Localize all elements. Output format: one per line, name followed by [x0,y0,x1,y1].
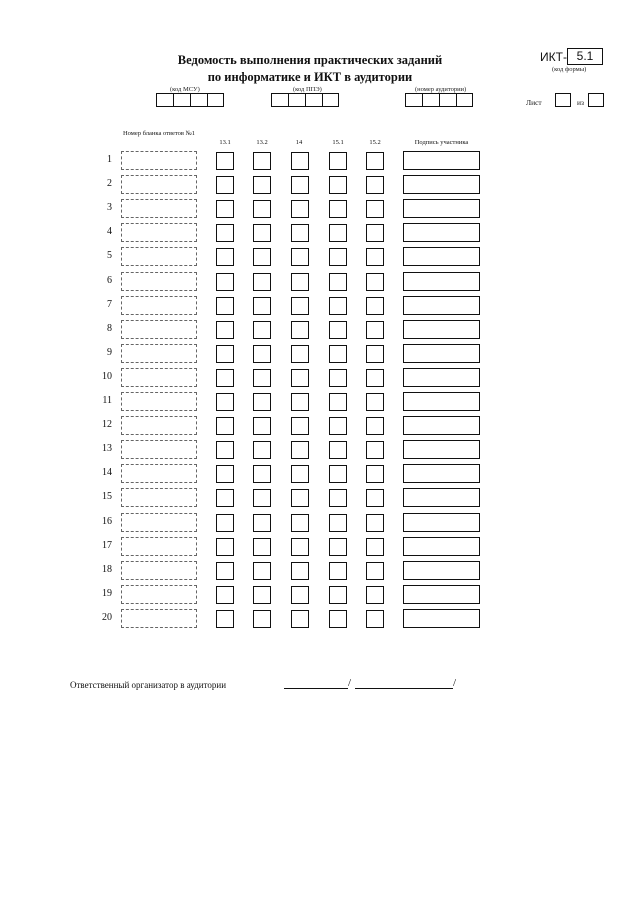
task-mark-box[interactable] [291,345,309,363]
task-mark-box[interactable] [329,248,347,266]
blank-number-field[interactable] [121,296,197,315]
row-number: 19 [102,587,112,599]
task-mark-box[interactable] [291,297,309,315]
task-mark-box[interactable] [216,514,234,532]
room-number-label: (номер аудитории) [415,86,467,93]
task-mark-box[interactable] [366,176,384,194]
code-cell[interactable] [190,93,207,107]
blank-number-field[interactable] [121,151,197,170]
row-number: 15 [102,491,112,503]
participant-signature-field[interactable] [403,272,480,291]
row-number: 7 [107,298,112,310]
task-mark-box[interactable] [329,224,347,242]
blank-number-field[interactable] [121,585,197,604]
row-number: 10 [102,370,112,382]
table-row [0,391,640,413]
participant-signature-field[interactable] [403,199,480,218]
task-mark-box[interactable] [329,465,347,483]
blank-number-field[interactable] [121,223,197,242]
task-mark-box[interactable] [253,200,271,218]
task-mark-box[interactable] [216,321,234,339]
column-header-task-15-1: 15.1 [332,139,344,146]
table-row [0,512,640,534]
blank-number-field[interactable] [121,392,197,411]
blank-number-field[interactable] [121,561,197,580]
task-mark-box[interactable] [253,514,271,532]
participant-signature-field[interactable] [403,175,480,194]
task-mark-box[interactable] [291,224,309,242]
task-mark-box[interactable] [366,610,384,628]
row-number: 17 [102,539,112,551]
ppe-code-field[interactable] [271,93,339,107]
table-row [0,246,640,268]
task-mark-box[interactable] [216,152,234,170]
task-mark-box[interactable] [329,369,347,387]
task-mark-box[interactable] [329,417,347,435]
task-mark-box[interactable] [291,200,309,218]
task-mark-box[interactable] [291,465,309,483]
task-mark-box[interactable] [253,489,271,507]
task-mark-box[interactable] [329,514,347,532]
task-mark-box[interactable] [216,297,234,315]
table-row [0,463,640,485]
room-number-field[interactable] [405,93,473,107]
task-mark-box[interactable] [291,321,309,339]
row-number: 13 [102,443,112,455]
row-number: 5 [107,250,112,262]
participant-signature-field[interactable] [403,440,480,459]
code-cell[interactable] [156,93,173,107]
task-mark-box[interactable] [291,441,309,459]
slash-separator: / [453,677,457,689]
participant-signature-field[interactable] [403,296,480,315]
task-mark-box[interactable] [329,200,347,218]
table-row [0,439,640,461]
task-mark-box[interactable] [253,441,271,459]
code-cell[interactable] [305,93,322,107]
participant-signature-field[interactable] [403,488,480,507]
task-mark-box[interactable] [216,273,234,291]
participant-signature-field[interactable] [403,416,480,435]
task-mark-box[interactable] [253,586,271,604]
task-mark-box[interactable] [216,465,234,483]
table-row [0,415,640,437]
code-cell[interactable] [271,93,288,107]
task-mark-box[interactable] [216,200,234,218]
task-mark-box[interactable] [291,369,309,387]
blank-number-field[interactable] [121,247,197,266]
column-header-task-13-1: 13.1 [219,139,231,146]
row-number: 1 [107,154,112,165]
task-mark-box[interactable] [366,224,384,242]
task-mark-box[interactable] [253,176,271,194]
table-row [0,198,640,220]
responsible-organizer-row [70,680,226,690]
task-mark-box[interactable] [291,514,309,532]
blank-number-field[interactable] [121,344,197,363]
table-row [0,150,640,172]
row-number: 14 [102,467,112,479]
task-mark-box[interactable] [253,248,271,266]
blank-number-field[interactable] [121,537,197,556]
task-mark-box[interactable] [366,441,384,459]
task-mark-box[interactable] [216,586,234,604]
task-mark-box[interactable] [253,417,271,435]
form-code-prefix: ИКТ- [540,50,567,64]
organizer-name-line[interactable] [355,680,453,689]
task-mark-box[interactable] [366,586,384,604]
participant-signature-field[interactable] [403,392,480,411]
task-mark-box[interactable] [366,489,384,507]
row-number: 8 [107,322,112,334]
task-mark-box[interactable] [291,176,309,194]
blank-number-field[interactable] [121,609,197,628]
task-mark-box[interactable] [253,393,271,411]
task-mark-box[interactable] [329,489,347,507]
task-mark-box[interactable] [291,273,309,291]
table-row [0,319,640,341]
blank-number-field[interactable] [121,175,197,194]
task-mark-box[interactable] [329,586,347,604]
code-cell[interactable] [207,93,224,107]
task-mark-box[interactable] [291,538,309,556]
task-mark-box[interactable] [329,610,347,628]
blank-number-field[interactable] [121,416,197,435]
column-header-blank-number: Номер бланка ответов №1 [122,130,196,137]
participant-signature-field[interactable] [403,585,480,604]
task-mark-box[interactable] [366,538,384,556]
task-mark-box[interactable] [216,369,234,387]
blank-number-field[interactable] [121,320,197,339]
sheet-number-field[interactable] [555,93,571,107]
task-mark-box[interactable] [216,224,234,242]
task-mark-box[interactable] [366,248,384,266]
sheet-of-label: из [577,98,584,107]
column-header-task-15-2: 15.2 [369,139,381,146]
task-mark-box[interactable] [216,489,234,507]
task-mark-box[interactable] [216,441,234,459]
task-mark-box[interactable] [216,176,234,194]
task-mark-box[interactable] [253,465,271,483]
task-mark-box[interactable] [329,321,347,339]
blank-number-field[interactable] [121,488,197,507]
task-mark-box[interactable] [366,200,384,218]
slash-separator: / [348,677,352,689]
participant-signature-field[interactable] [403,320,480,339]
msu-code-label: (код МСУ) [170,86,200,93]
form-code-field[interactable]: 5.1 [567,48,603,65]
participant-signature-field[interactable] [403,513,480,532]
task-mark-box[interactable] [291,417,309,435]
code-cell[interactable] [439,93,456,107]
task-mark-box[interactable] [329,297,347,315]
organizer-signature-line[interactable] [284,680,348,689]
task-mark-box[interactable] [329,441,347,459]
row-number: 9 [107,346,112,358]
table-row [0,608,640,630]
participant-signature-field[interactable] [403,464,480,483]
task-mark-box[interactable] [291,248,309,266]
participant-signature-field[interactable] [403,151,480,170]
task-mark-box[interactable] [366,514,384,532]
task-mark-box[interactable] [366,393,384,411]
row-number: 16 [102,515,112,527]
table-row [0,584,640,606]
blank-number-field[interactable] [121,368,197,387]
task-mark-box[interactable] [366,152,384,170]
task-mark-box[interactable] [216,248,234,266]
task-mark-box[interactable] [329,273,347,291]
row-number: 11 [102,395,112,406]
task-mark-box[interactable] [329,345,347,363]
participant-signature-field[interactable] [403,368,480,387]
participant-signature-field[interactable] [403,609,480,628]
code-cell[interactable] [288,93,305,107]
participant-signature-field[interactable] [403,247,480,266]
task-mark-box[interactable] [253,610,271,628]
code-cell[interactable] [456,93,473,107]
task-mark-box[interactable] [366,273,384,291]
column-header-task-13-2: 13.2 [256,139,268,146]
task-mark-box[interactable] [253,273,271,291]
task-mark-box[interactable] [366,417,384,435]
page-title-line1: Ведомость выполнения практических заданий [177,53,443,67]
task-mark-box[interactable] [216,562,234,580]
row-number: 4 [107,226,112,238]
table-row [0,271,640,293]
table-row [0,174,640,196]
ppe-code-label: (код ППЭ) [293,86,322,93]
task-mark-box[interactable] [329,538,347,556]
column-header-signature: Подпись участника [414,139,469,146]
task-mark-box[interactable] [329,562,347,580]
sheet-total-field[interactable] [588,93,604,107]
sheet-label: Лист [526,98,542,107]
participant-signature-field[interactable] [403,537,480,556]
task-mark-box[interactable] [291,562,309,580]
blank-number-field[interactable] [121,464,197,483]
table-row [0,343,640,365]
table-row [0,560,640,582]
blank-number-field[interactable] [121,199,197,218]
task-mark-box[interactable] [291,489,309,507]
task-mark-box[interactable] [329,393,347,411]
row-number: 2 [107,178,112,190]
row-number: 6 [107,274,112,286]
participant-signature-field[interactable] [403,561,480,580]
task-mark-box[interactable] [291,393,309,411]
task-mark-box[interactable] [253,345,271,363]
task-mark-box[interactable] [366,345,384,363]
table-row [0,295,640,317]
task-mark-box[interactable] [366,321,384,339]
blank-number-field[interactable] [121,513,197,532]
task-mark-box[interactable] [366,562,384,580]
participant-signature-field[interactable] [403,223,480,242]
responsible-organizer-label: Ответственный организатор в аудитории [70,680,227,690]
task-mark-box[interactable] [253,538,271,556]
form-code-caption: (код формы) [552,66,587,73]
blank-number-field[interactable] [121,272,197,291]
page-title-line2: по информатике и ИКТ в аудитории [207,70,413,84]
code-cell[interactable] [173,93,190,107]
row-number: 20 [102,611,112,623]
task-mark-box[interactable] [216,538,234,556]
code-cell[interactable] [322,93,339,107]
task-mark-box[interactable] [366,465,384,483]
table-row [0,536,640,558]
participant-signature-field[interactable] [403,344,480,363]
code-cell[interactable] [422,93,439,107]
task-mark-box[interactable] [253,321,271,339]
task-mark-box[interactable] [216,417,234,435]
task-mark-box[interactable] [366,369,384,387]
task-mark-box[interactable] [253,562,271,580]
task-mark-box[interactable] [253,297,271,315]
task-mark-box[interactable] [253,369,271,387]
task-mark-box[interactable] [291,586,309,604]
table-row [0,367,640,389]
table-row [0,222,640,244]
task-mark-box[interactable] [216,610,234,628]
task-mark-box[interactable] [366,297,384,315]
row-number: 12 [102,419,112,431]
task-mark-box[interactable] [291,610,309,628]
code-cell[interactable] [405,93,422,107]
task-mark-box[interactable] [329,176,347,194]
task-mark-box[interactable] [291,152,309,170]
table-row [0,487,640,509]
task-mark-box[interactable] [253,224,271,242]
row-number: 3 [107,202,112,214]
row-number: 18 [102,563,112,575]
task-mark-box[interactable] [253,152,271,170]
blank-number-field[interactable] [121,440,197,459]
task-mark-box[interactable] [216,393,234,411]
column-header-task-14: 14 [295,139,303,146]
task-mark-box[interactable] [329,152,347,170]
task-mark-box[interactable] [216,345,234,363]
msu-code-field[interactable] [156,93,224,107]
